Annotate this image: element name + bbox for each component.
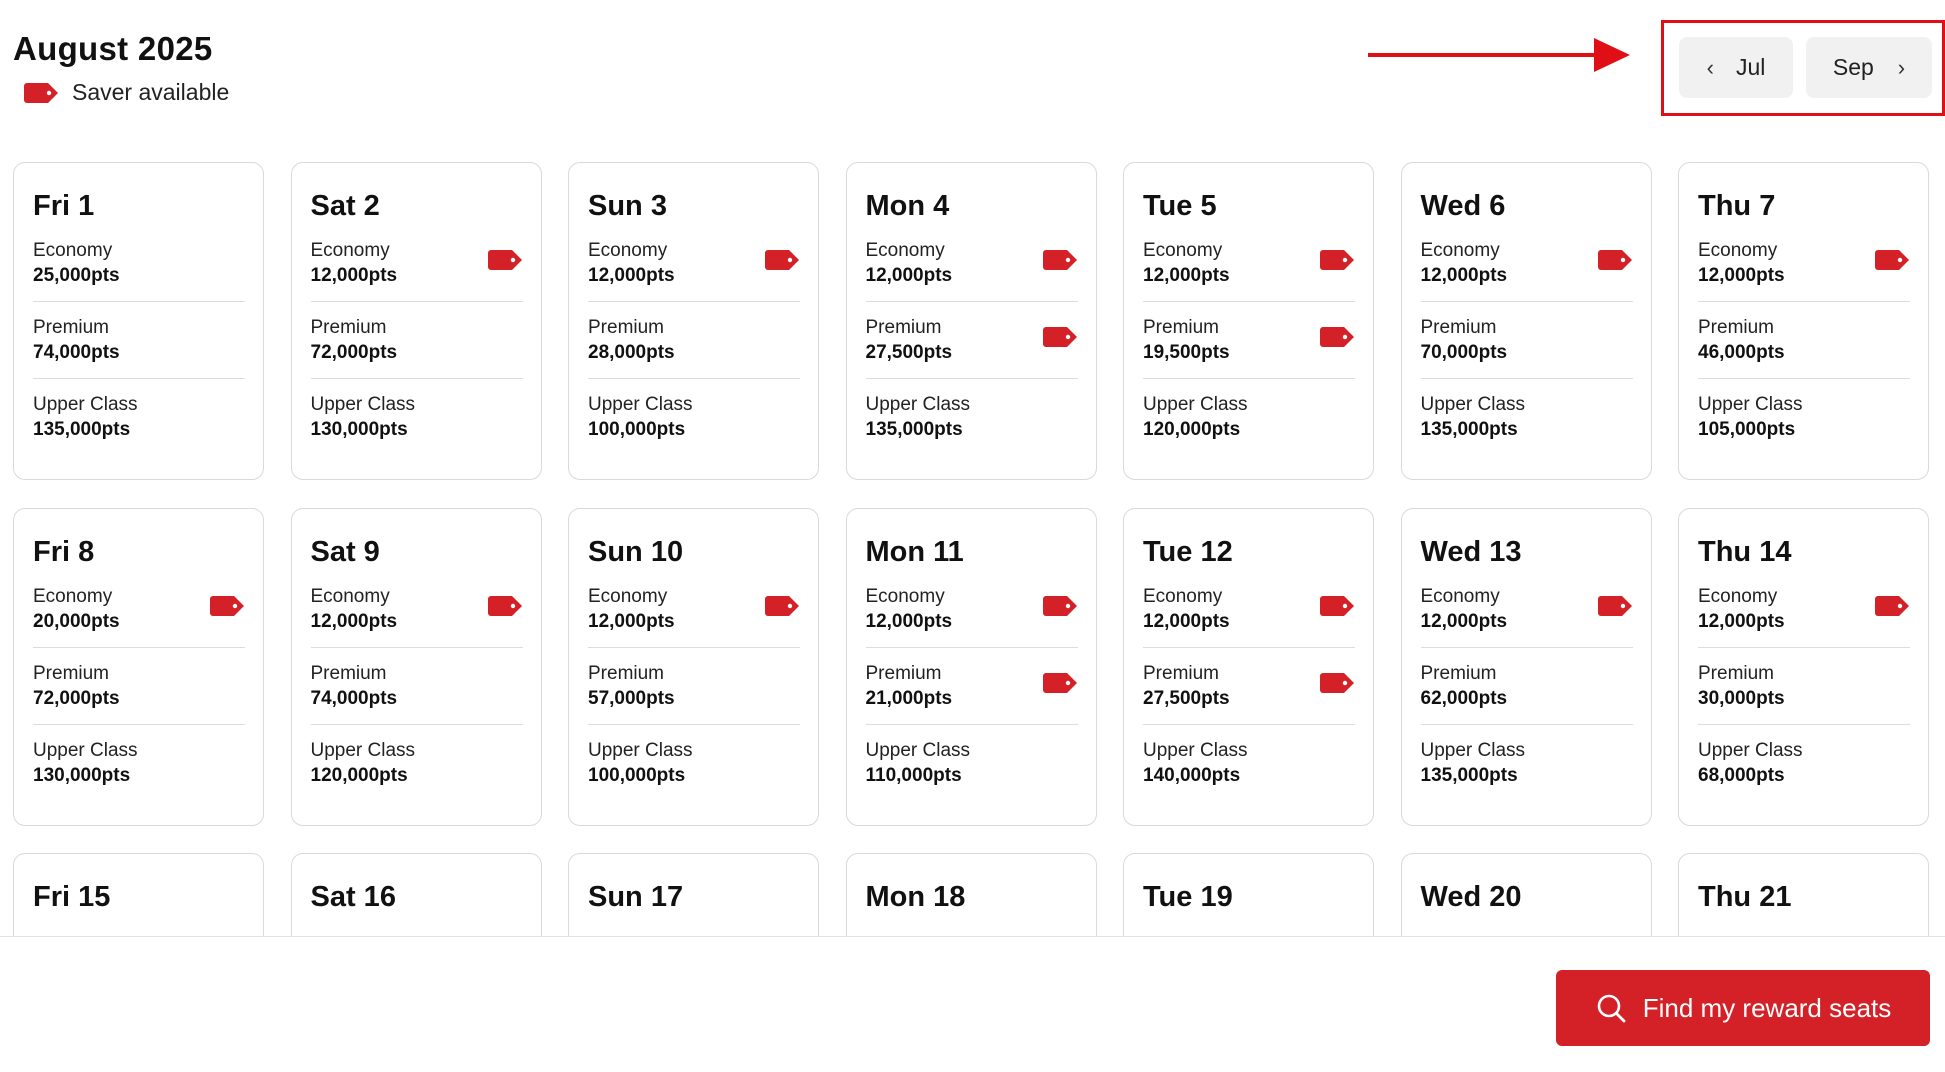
fare-price: 120,000pts: [1143, 419, 1241, 440]
fare-price: 130,000pts: [310, 419, 408, 440]
fare-price: 12,000pts: [1698, 265, 1785, 286]
fare-price: 135,000pts: [1420, 419, 1518, 440]
fare-class: Economy: [1698, 240, 1778, 261]
fare-price: 72,000pts: [33, 687, 120, 709]
day-label: Fri 8: [33, 535, 95, 568]
saver-tag-icon: [488, 250, 522, 270]
fare-class: Premium: [1143, 317, 1220, 338]
fare-price: 130,000pts: [33, 764, 131, 786]
next-month-button[interactable]: [1806, 37, 1932, 98]
chevron-left-icon: ‹: [1706, 54, 1714, 80]
month-nav-highlight: [1661, 20, 1945, 116]
fare-row: [33, 586, 245, 648]
fare-class: Economy: [33, 240, 113, 261]
fare-price: 28,000pts: [588, 342, 675, 363]
fare-class: Upper Class: [1698, 739, 1803, 761]
day-label: Thu 7: [1698, 190, 1776, 222]
fare-price: 140,000pts: [1143, 764, 1241, 786]
saver-tag-icon: [210, 596, 244, 616]
saver-tag-icon: [1320, 596, 1354, 616]
saver-tag-icon: [1598, 250, 1632, 270]
fare-price: 12,000pts: [865, 265, 953, 286]
fare-class: Upper Class: [1420, 394, 1526, 415]
fare-row: [1421, 394, 1633, 456]
day-card[interactable]: [13, 162, 264, 480]
legend-label: Saver available: [72, 79, 230, 105]
fare-price: 100,000pts: [588, 419, 686, 440]
fare-class: Premium: [310, 662, 387, 684]
fare-row: [588, 240, 800, 302]
saver-tag-icon: [1875, 250, 1909, 270]
fare-row: [866, 586, 1078, 648]
calendar-grid: [13, 162, 1933, 936]
day-label: Wed 20: [1420, 881, 1522, 913]
fare-price: 20,000pts: [33, 610, 120, 632]
fare-class: Upper Class: [865, 739, 971, 761]
fare-class: Economy: [588, 585, 668, 607]
fare-price: 110,000pts: [865, 764, 962, 786]
fare-price: 135,000pts: [33, 419, 131, 440]
fare-class: Economy: [865, 240, 945, 261]
fare-price: 120,000pts: [310, 764, 408, 786]
fare-class: Premium: [33, 317, 110, 338]
day-label: Tue 19: [1143, 881, 1233, 913]
day-label: Sat 2: [310, 190, 380, 222]
day-label: Sun 3: [588, 190, 667, 222]
fare-price: 12,000pts: [310, 610, 398, 632]
saver-tag-icon: [765, 596, 799, 616]
day-label: Sun 17: [588, 881, 684, 913]
fare-price: 74,000pts: [33, 342, 120, 363]
day-label: Wed 13: [1420, 535, 1522, 568]
fare-price: 100,000pts: [588, 764, 686, 786]
fare-price: 12,000pts: [1143, 265, 1230, 286]
fare-row: [1698, 586, 1910, 648]
fare-row: [311, 586, 523, 648]
fare-price: 12,000pts: [588, 265, 675, 286]
saver-tag-icon: [24, 83, 58, 103]
fare-row: [311, 240, 523, 302]
day-label: Sun 10: [588, 535, 684, 568]
fare-class: Economy: [865, 585, 945, 607]
fare-row: [588, 394, 800, 456]
fare-class: Economy: [33, 585, 113, 607]
fare-price: 12,000pts: [588, 610, 675, 632]
day-card[interactable]: [1678, 508, 1929, 826]
saver-tag-icon: [1043, 596, 1077, 616]
fare-row: [1421, 663, 1633, 725]
fare-class: Upper Class: [33, 394, 138, 415]
day-label: Mon 4: [865, 190, 950, 222]
month-title: August 2025: [13, 30, 213, 67]
fare-price: 12,000pts: [310, 265, 398, 286]
fare-class: Upper Class: [588, 394, 693, 415]
day-card[interactable]: [1678, 853, 1929, 936]
fare-row: [1143, 317, 1355, 379]
fare-class: Premium: [310, 317, 387, 338]
day-card[interactable]: [291, 162, 542, 480]
calendar-header: [0, 0, 1945, 150]
fare-class: Premium: [1698, 317, 1775, 338]
fare-class: Premium: [1420, 662, 1497, 684]
day-label: Tue 5: [1143, 190, 1217, 222]
fare-row: [1421, 317, 1633, 379]
fare-row: [866, 663, 1078, 725]
fare-row: [1421, 240, 1633, 302]
saver-tag-icon: [1043, 250, 1077, 270]
chevron-right-icon: ›: [1897, 54, 1906, 80]
day-card[interactable]: [846, 508, 1097, 826]
fare-price: 19,500pts: [1143, 342, 1230, 363]
fare-class: Premium: [865, 662, 942, 684]
fare-row: [1143, 740, 1355, 802]
prev-month-label: Jul: [1735, 54, 1766, 80]
saver-tag-icon: [765, 250, 799, 270]
fare-row: [588, 317, 800, 379]
fare-price: 135,000pts: [1420, 764, 1518, 786]
fare-price: 70,000pts: [1420, 342, 1508, 363]
fare-class: Premium: [588, 662, 665, 684]
prev-month-button[interactable]: [1679, 37, 1793, 98]
fare-row: [866, 317, 1078, 379]
fare-class: Upper Class: [1698, 394, 1803, 415]
fare-row: [866, 394, 1078, 456]
fare-row: [33, 240, 245, 302]
fare-price: 46,000pts: [1698, 342, 1785, 363]
saver-tag-icon: [1875, 596, 1909, 616]
next-month-label: Sep: [1832, 54, 1874, 80]
fare-class: Upper Class: [1143, 394, 1248, 415]
fare-class: Upper Class: [588, 739, 693, 761]
day-card[interactable]: [1123, 162, 1374, 480]
fare-class: Upper Class: [310, 739, 416, 761]
day-label: Thu 14: [1698, 535, 1792, 568]
day-label: Wed 6: [1420, 190, 1506, 222]
day-label: Sat 16: [310, 881, 396, 913]
fare-row: [311, 394, 523, 456]
day-card[interactable]: [568, 508, 819, 826]
saver-tag-icon: [1320, 673, 1354, 693]
day-label: Sat 9: [310, 535, 380, 568]
day-label: Tue 12: [1143, 535, 1233, 568]
fare-price: 57,000pts: [588, 687, 675, 709]
search-icon: [1595, 992, 1627, 1024]
day-label: Thu 21: [1698, 881, 1792, 913]
fare-row: [866, 740, 1078, 802]
fare-class: Premium: [1143, 662, 1220, 684]
fare-class: Economy: [1143, 585, 1223, 607]
fare-class: Premium: [1420, 317, 1497, 338]
day-card[interactable]: [291, 508, 542, 826]
fare-row: [1698, 663, 1910, 725]
fare-row: [588, 740, 800, 802]
fare-price: 21,000pts: [865, 687, 953, 709]
fare-class: Economy: [1420, 240, 1500, 261]
fare-price: 135,000pts: [865, 419, 963, 440]
fare-row: [1143, 586, 1355, 648]
fare-row: [1143, 663, 1355, 725]
fare-row: [33, 317, 245, 379]
fare-price: 72,000pts: [310, 342, 398, 363]
fare-price: 105,000pts: [1698, 419, 1796, 440]
saver-tag-icon: [1043, 673, 1077, 693]
day-card[interactable]: [1123, 853, 1374, 936]
fare-price: 27,500pts: [1143, 687, 1230, 709]
day-card[interactable]: [1401, 853, 1652, 936]
day-card[interactable]: [13, 508, 264, 826]
day-label: Mon 18: [865, 881, 966, 913]
fare-class: Premium: [588, 317, 665, 338]
fare-row: [1698, 394, 1910, 456]
day-label: Fri 1: [33, 190, 95, 222]
find-reward-seats-label: Find my reward seats: [1642, 992, 1892, 1023]
fare-class: Economy: [1143, 240, 1223, 261]
saver-tag-icon: [1598, 596, 1632, 616]
fare-row: [311, 663, 523, 725]
fare-class: Upper Class: [1420, 739, 1526, 761]
fare-price: 62,000pts: [1420, 687, 1508, 709]
day-card[interactable]: [1401, 162, 1652, 480]
fare-class: Economy: [310, 240, 390, 261]
annotation-arrow-icon: [1368, 34, 1630, 76]
fare-row: [1698, 740, 1910, 802]
saver-tag-icon: [1320, 250, 1354, 270]
day-card[interactable]: [1401, 508, 1652, 826]
day-card[interactable]: [846, 853, 1097, 936]
fare-class: Upper Class: [33, 739, 138, 761]
day-card[interactable]: [568, 162, 819, 480]
fare-row: [1421, 586, 1633, 648]
fare-class: Economy: [1420, 585, 1500, 607]
fare-row: [1698, 240, 1910, 302]
find-reward-seats-button[interactable]: [1556, 970, 1930, 1046]
fare-class: Economy: [310, 585, 390, 607]
fare-price: 30,000pts: [1698, 687, 1785, 709]
fare-class: Premium: [33, 662, 110, 684]
fare-price: 12,000pts: [865, 610, 953, 632]
fare-price: 27,500pts: [865, 342, 953, 363]
fare-class: Premium: [1698, 662, 1775, 684]
saver-legend: [24, 79, 229, 106]
day-card[interactable]: [291, 853, 542, 936]
day-card[interactable]: [846, 162, 1097, 480]
day-label: Fri 15: [33, 881, 111, 913]
fare-price: 12,000pts: [1698, 610, 1785, 632]
fare-row: [1421, 740, 1633, 802]
fare-class: Premium: [865, 317, 942, 338]
fare-row: [33, 663, 245, 725]
fare-row: [311, 740, 523, 802]
fare-price: 12,000pts: [1420, 610, 1508, 632]
fare-row: [1143, 394, 1355, 456]
fare-class: Upper Class: [865, 394, 971, 415]
fare-price: 68,000pts: [1698, 764, 1785, 786]
day-card[interactable]: [568, 853, 819, 936]
fare-price: 74,000pts: [310, 687, 398, 709]
day-label: Mon 11: [865, 535, 964, 568]
fare-row: [866, 240, 1078, 302]
fare-price: 12,000pts: [1420, 265, 1508, 286]
fare-price: 25,000pts: [33, 265, 120, 286]
fare-row: [33, 394, 245, 456]
fare-row: [588, 586, 800, 648]
fare-class: Upper Class: [310, 394, 416, 415]
fare-class: Upper Class: [1143, 739, 1248, 761]
bottom-action-bar: [0, 936, 1945, 1072]
saver-tag-icon: [1320, 327, 1354, 347]
saver-tag-icon: [1043, 327, 1077, 347]
fare-row: [33, 740, 245, 802]
fare-class: Economy: [588, 240, 668, 261]
fare-row: [1143, 240, 1355, 302]
saver-tag-icon: [488, 596, 522, 616]
fare-row: [588, 663, 800, 725]
fare-price: 12,000pts: [1143, 610, 1230, 632]
fare-row: [311, 317, 523, 379]
day-card[interactable]: [1123, 508, 1374, 826]
fare-row: [1698, 317, 1910, 379]
fare-class: Economy: [1698, 585, 1778, 607]
day-card[interactable]: [1678, 162, 1929, 480]
day-card[interactable]: [13, 853, 264, 936]
